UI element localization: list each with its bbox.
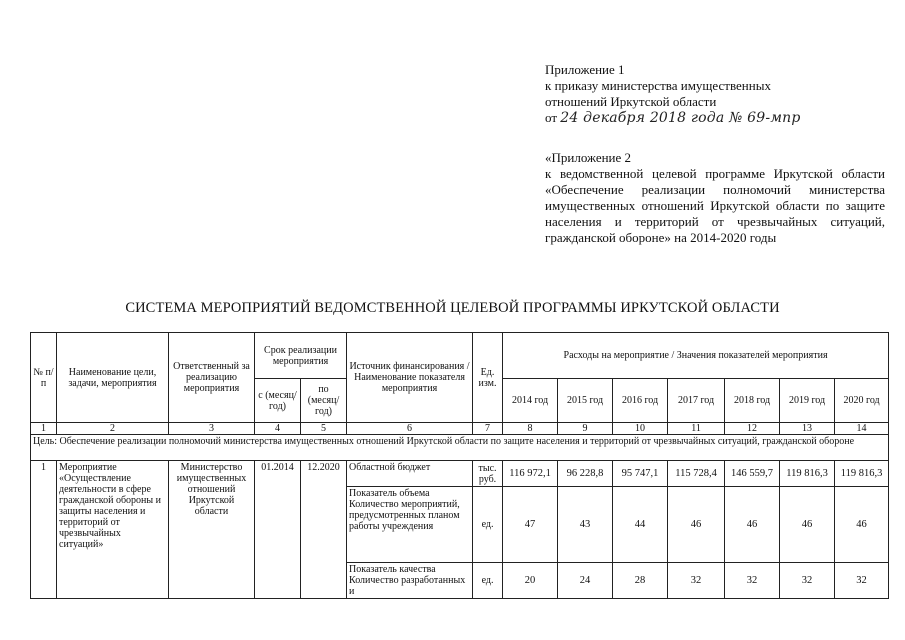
appendix2-body: к ведомственной целевой программе Иркутской области «Обеспечение реализации полномочий министерства имущественных отношений Иркутской области по защите населения и территорий от чрезвычайных ситуаций, гражданской обороне» на 2014-2020 годы [545, 166, 885, 245]
column-number: 6 [347, 423, 473, 435]
value-cell: 46 [725, 487, 780, 563]
indicator-name: Показатель качества Количество разработанных и [347, 563, 473, 599]
value-cell: 116 972,1 [503, 461, 558, 487]
appendix1-date-line [545, 110, 885, 126]
value-cell: 20 [503, 563, 558, 599]
column-number-row [31, 423, 889, 435]
value-cell: 115 728,4 [668, 461, 725, 487]
measure-name: Мероприятие «Осуществление деятельности в сфере гражданской обороны и защиты населения и территорий от чрезвычайных ситуаций» [57, 461, 169, 599]
header-year: 2020 год [835, 379, 889, 423]
value-cell: 43 [558, 487, 613, 563]
column-number: 10 [613, 423, 668, 435]
appendix2-block [545, 150, 885, 246]
appendix1-line2: к приказу министерства имущественных [545, 78, 771, 93]
column-number: 13 [780, 423, 835, 435]
value-cell: 119 816,3 [835, 461, 889, 487]
value-cell: 32 [668, 563, 725, 599]
column-number: 12 [725, 423, 780, 435]
value-cell: 24 [558, 563, 613, 599]
header-year: 2016 год [613, 379, 668, 423]
value-cell: 46 [780, 487, 835, 563]
period-to: 12.2020 [301, 461, 347, 599]
column-number: 1 [31, 423, 57, 435]
column-number: 3 [169, 423, 255, 435]
header-unit: Ед. изм. [473, 333, 503, 423]
page-title: СИСТЕМА МЕРОПРИЯТИЙ ВЕДОМСТВЕННОЙ ЦЕЛЕВОЙ ПРОГРАММЫ ИРКУТСКОЙ ОБЛАСТИ [125, 300, 780, 316]
value-cell: 46 [668, 487, 725, 563]
header-year: 2019 год [780, 379, 835, 423]
header-name: Наименование цели, задачи, мероприятия [57, 333, 169, 423]
header-period-to: по (месяц/ год) [301, 379, 347, 423]
goal-text: Цель: Обеспечение реализации полномочий министерства имущественных отношений Иркутской области по защите населения и территорий от чрезвычайных ситуаций, гражданской обороне [31, 435, 889, 461]
unit: ед. [473, 487, 503, 563]
value-cell: 119 816,3 [780, 461, 835, 487]
column-number: 9 [558, 423, 613, 435]
column-number: 4 [255, 423, 301, 435]
header-year: 2018 год [725, 379, 780, 423]
value-cell: 47 [503, 487, 558, 563]
appendix2-line1: «Приложение 2 [545, 150, 632, 165]
value-cell: 95 747,1 [613, 461, 668, 487]
row-num: 1 [31, 461, 57, 599]
value-cell: 28 [613, 563, 668, 599]
responsible-org: Министерство имущественных отношений Иркутской области [169, 461, 255, 599]
header-source: Источник финансирования / Наименование показателя мероприятия [347, 333, 473, 423]
header-year: 2014 год [503, 379, 558, 423]
header-responsible: Ответственный за реализацию мероприятия [169, 333, 255, 423]
period-from: 01.2014 [255, 461, 301, 599]
column-number: 7 [473, 423, 503, 435]
column-number: 11 [668, 423, 725, 435]
column-number: 8 [503, 423, 558, 435]
appendix1-line1: Приложение 1 [545, 62, 625, 77]
column-number: 5 [301, 423, 347, 435]
from-prefix: от [545, 110, 558, 125]
value-cell: 32 [835, 563, 889, 599]
indicator-name: Показатель объема Количество мероприятий, предусмотренных планом работы учреждения [347, 487, 473, 563]
value-cell: 96 228,8 [558, 461, 613, 487]
header-expenses: Расходы на мероприятие / Значения показателей мероприятия [503, 333, 889, 379]
funding-source: Областной бюджет [347, 461, 473, 487]
column-number: 2 [57, 423, 169, 435]
header-period: Срок реализации мероприятия [255, 333, 347, 379]
goal-row [31, 435, 889, 461]
value-cell: 46 [835, 487, 889, 563]
value-cell: 146 559,7 [725, 461, 780, 487]
value-cell: 32 [780, 563, 835, 599]
header-year: 2015 год [558, 379, 613, 423]
handwritten-date-signature: 24 декабря 2018 года № 69-мпр [560, 110, 801, 126]
header-num: № п/п [31, 333, 57, 423]
appendix1-line3: отношений Иркутской области [545, 94, 717, 109]
measures-table [30, 332, 889, 599]
value-cell: 44 [613, 487, 668, 563]
table-header-row [31, 333, 889, 379]
value-cell: 32 [725, 563, 780, 599]
table-row [31, 461, 889, 487]
unit: ед. [473, 563, 503, 599]
header-year: 2017 год [668, 379, 725, 423]
unit: тыс. руб. [473, 461, 503, 487]
column-number: 14 [835, 423, 889, 435]
appendix1-block [545, 62, 885, 126]
header-period-from: с (месяц/ год) [255, 379, 301, 423]
